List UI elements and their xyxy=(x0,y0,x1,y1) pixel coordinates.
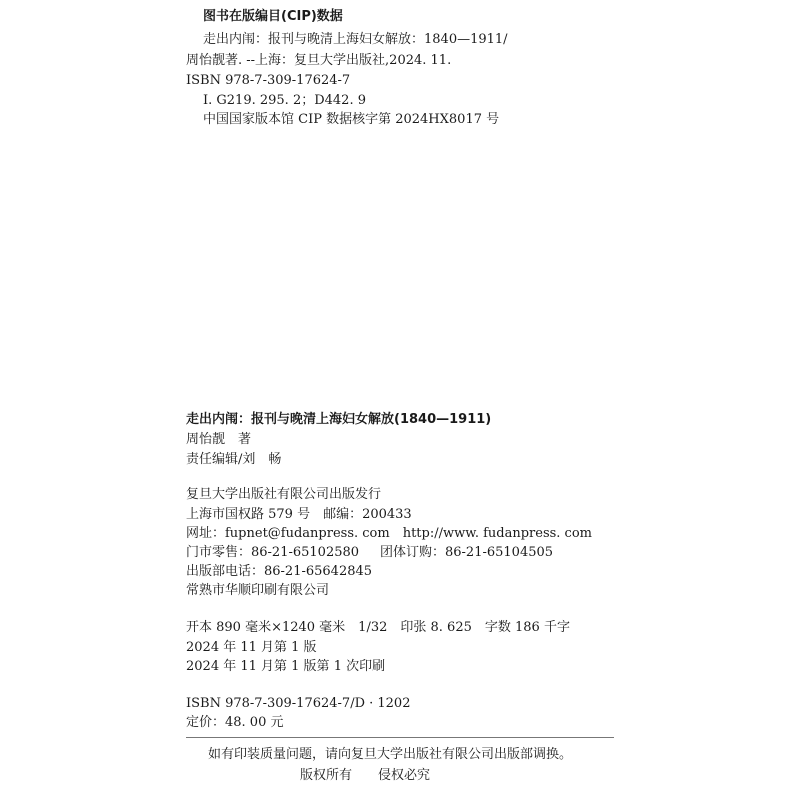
price: 定价：48. 00 元 xyxy=(186,715,284,730)
book-title: 走出内闱：报刊与晚清上海妇女解放(1840—1911) xyxy=(186,412,492,427)
quality-notice: 如有印装质量问题，请向复旦大学出版社有限公司出版部调换。 xyxy=(208,747,573,762)
cip-heading: 图书在版编目(CIP)数据 xyxy=(203,9,343,24)
edition: 2024 年 11 月第 1 版 xyxy=(186,640,317,655)
isbn: ISBN 978-7-309-17624-7/D · 1202 xyxy=(186,696,411,711)
format: 开本 890 毫米×1240 毫米 1/32 印张 8. 625 字数 186 千字 xyxy=(186,620,570,635)
book-author: 周怡靓 著 xyxy=(186,432,252,447)
copyright-notice: 版权所有 侵权必究 xyxy=(300,768,431,783)
divider xyxy=(186,737,614,738)
cip-line: 走出内闱：报刊与晚清上海妇女解放：1840—1911/ xyxy=(203,32,508,47)
cip-line: 中国国家版本馆 CIP 数据核字第 2024HX8017 号 xyxy=(203,112,500,127)
printer: 常熟市华顺印刷有限公司 xyxy=(186,583,330,598)
publisher-retail: 门市零售：86-21-65102580 xyxy=(186,545,360,560)
publisher-web: 网址：fupnet@fudanpress. com http://www. fudanpress. com xyxy=(186,526,592,541)
cip-line: Ⅰ. G219. 295. 2；D442. 9 xyxy=(203,93,366,108)
book-editor: 责任编辑/刘 畅 xyxy=(186,452,282,467)
publisher-phone: 出版部电话：86-21-65642845 xyxy=(186,564,373,579)
publisher-group: 团体订购：86-21-65104505 xyxy=(380,545,554,560)
publisher-name: 复旦大学出版社有限公司出版发行 xyxy=(186,487,382,502)
publisher-address: 上海市国权路 579 号 邮编：200433 xyxy=(186,507,412,522)
cip-line: 周怡靓著. --上海：复旦大学出版社,2024. 11. xyxy=(186,53,452,68)
printing: 2024 年 11 月第 1 版第 1 次印刷 xyxy=(186,659,386,674)
cip-line: ISBN 978-7-309-17624-7 xyxy=(186,73,351,88)
